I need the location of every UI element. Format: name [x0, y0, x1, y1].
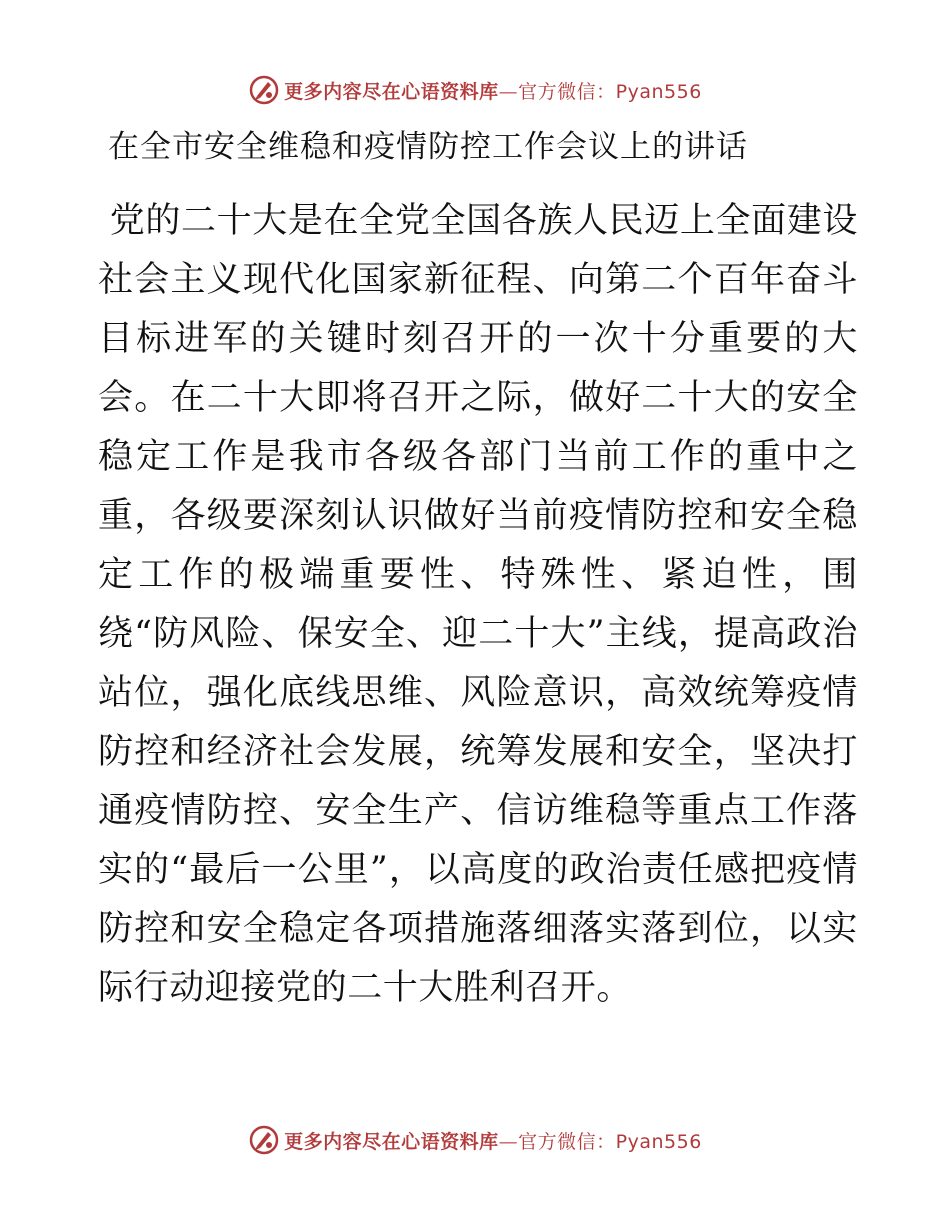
- banner-text: [284, 77, 702, 104]
- footer-banner: [0, 1120, 950, 1160]
- document-title: 在全市安全维稳和疫情防控工作会议上的讲话: [108, 129, 748, 165]
- quill-logo-icon: [248, 74, 280, 106]
- body-paragraph: 党的二十大是在全党全国各族人民迈上全面建设社会主义现代化国家新征程、向第二个百年奋斗目标进军的关键时刻召开的一次十分重要的大会。在二十大即将召开之际，做好二十大的安全稳定工作是我市各级各部门当前工作的重中之重，各级要深刻认识做好当前疫情防控和安全稳定工作的极端重要性、特殊性、紧迫性，围绕“防风险、保安全、迎二十大”主线，提高政治站位，强化底线思维、风险意识，高效统筹疫情防控和经济社会发展，统筹发展和安全，坚决打通疫情防控、安全生产、信访维稳等重点工作落实的“最后一公里”，以高度的政治责任感把疫情防控和安全稳定各项措施落细落实落到位，以实际行动迎接党的二十大胜利召开。: [98, 201, 858, 1008]
- banner-text-contact: 官方微信：Pyan556: [518, 80, 702, 103]
- banner-text-sep: —: [498, 1130, 519, 1153]
- banner-text-sep: —: [498, 80, 519, 103]
- banner-text-main: 更多内容尽在心语资料库: [284, 1130, 499, 1153]
- header-banner: [0, 70, 950, 110]
- banner-text: [284, 1127, 702, 1154]
- banner-text-contact: 官方微信：Pyan556: [518, 1130, 702, 1153]
- quill-logo-icon: [248, 1124, 280, 1156]
- banner-text-main: 更多内容尽在心语资料库: [284, 80, 499, 103]
